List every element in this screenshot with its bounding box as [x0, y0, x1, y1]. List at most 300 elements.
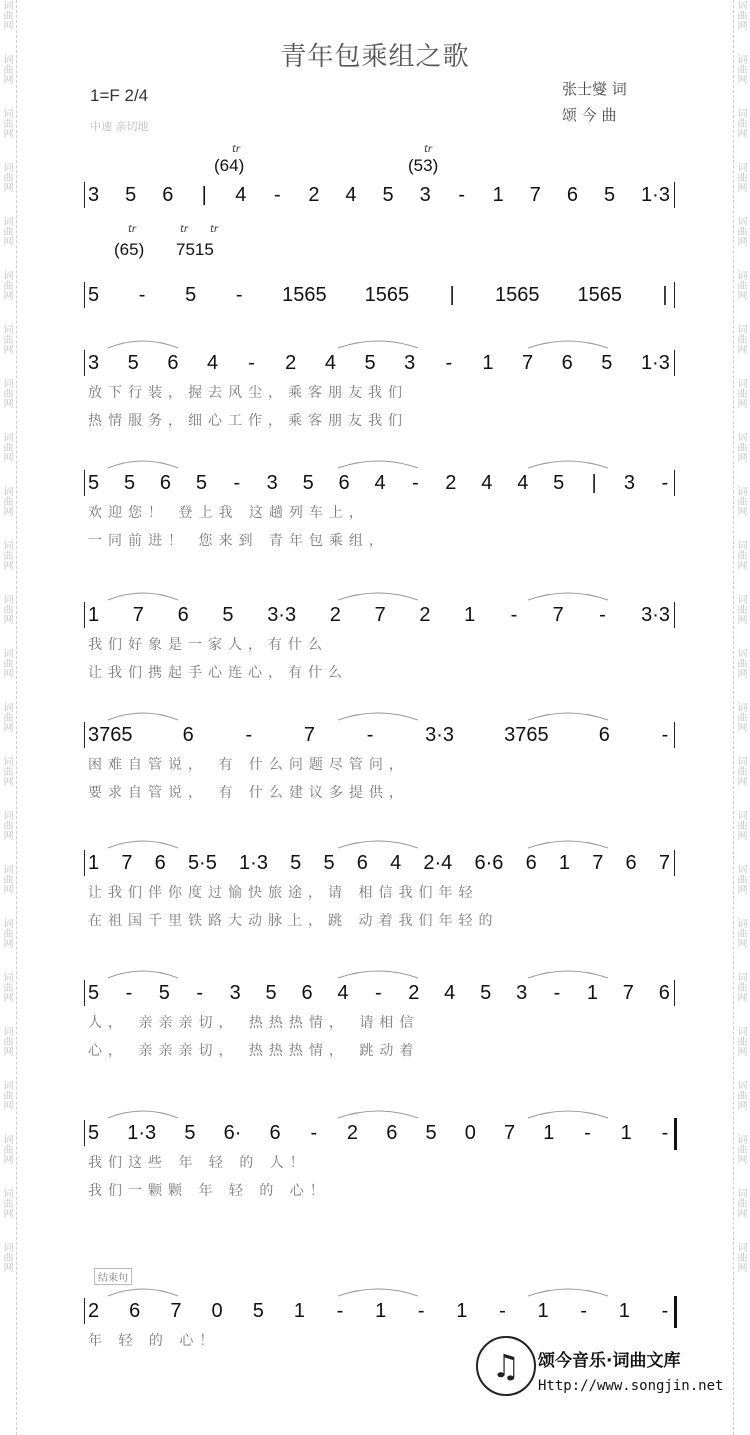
- note-row: [88, 1118, 670, 1148]
- watermark-text: 词曲网: [735, 1188, 746, 1218]
- lyric-verse-2: 让我们携起手心连心，有什么: [88, 665, 348, 681]
- watermark-text: 词曲网: [735, 108, 746, 138]
- watermark-text: 词曲网: [735, 216, 746, 246]
- note: -: [580, 1299, 588, 1322]
- tie-arc: [338, 461, 418, 468]
- note-row: [88, 600, 670, 630]
- note: 3·3: [641, 603, 670, 626]
- watermark-text: 词曲网: [735, 162, 746, 192]
- note: 7: [170, 1299, 182, 1322]
- tie-arcs: [88, 1082, 670, 1122]
- note: 3: [623, 471, 636, 494]
- note: 4: [517, 471, 529, 494]
- watermark-text: 词曲网: [1, 648, 12, 678]
- note: -: [245, 723, 253, 746]
- watermark-text: 词曲网: [735, 972, 746, 1002]
- note: 6: [269, 1121, 281, 1144]
- note: 6: [356, 851, 368, 874]
- note-row: [88, 280, 670, 310]
- note: 7: [529, 183, 541, 206]
- bar-line: [674, 282, 675, 308]
- note: -: [661, 471, 669, 494]
- watermark-text: 词曲网: [735, 1080, 746, 1110]
- note: 5: [382, 183, 394, 206]
- note: 1565: [364, 283, 410, 306]
- note: 5: [222, 603, 234, 626]
- note: 5: [425, 1121, 437, 1144]
- watermark-text: 词曲网: [1, 702, 12, 732]
- watermark-text: 词曲网: [1, 810, 12, 840]
- note: 3·3: [425, 723, 455, 746]
- lyric-verse-2: 一同前进！ 您来到 青年包乘组，: [88, 533, 389, 549]
- notation-line: [88, 1296, 670, 1349]
- beam-underline: [88, 878, 670, 880]
- note: 5: [125, 183, 137, 206]
- note: 3: [419, 183, 431, 206]
- watermark-text: 词曲网: [1, 540, 12, 570]
- note: 6: [338, 471, 350, 494]
- note: 6: [167, 351, 179, 374]
- bar-line: [674, 350, 675, 376]
- note: 6: [162, 183, 174, 206]
- note: 7: [132, 603, 144, 626]
- tie-arc: [338, 593, 418, 600]
- note: 5: [185, 283, 197, 306]
- note: 5: [88, 471, 100, 494]
- note: 2: [88, 1299, 100, 1322]
- note: 1: [88, 851, 100, 874]
- tie-arc: [108, 1289, 178, 1296]
- notation-line: [88, 600, 670, 681]
- note: 1565: [282, 283, 327, 306]
- note: 7: [503, 1121, 516, 1144]
- bar-line: [84, 602, 85, 628]
- note: 4: [324, 351, 336, 374]
- trill-mark: tr: [128, 224, 137, 235]
- note: 1: [482, 351, 494, 374]
- note: 4: [337, 981, 349, 1004]
- tie-arcs: [88, 312, 670, 352]
- tie-arc: [338, 971, 418, 978]
- song-title: 青年包乘组之歌: [280, 42, 470, 72]
- lyric-verse-1: 我们这些 年 轻 的 人！: [88, 1155, 310, 1171]
- note: 3: [404, 351, 416, 374]
- note: 3: [88, 183, 100, 206]
- note: -: [661, 1121, 669, 1144]
- note: 3: [229, 981, 241, 1004]
- tie-arc: [528, 461, 608, 468]
- note: 2: [419, 603, 431, 626]
- note: 7: [552, 603, 564, 626]
- bar-line: [674, 980, 675, 1006]
- note: -: [248, 351, 255, 374]
- bar-line: [84, 722, 85, 748]
- note: 5: [601, 351, 613, 374]
- beam-underline: [88, 1008, 670, 1010]
- note: 3: [516, 981, 528, 1004]
- watermark-text: 词曲网: [1, 1134, 12, 1164]
- note: -: [510, 603, 518, 626]
- watermark-text: 词曲网: [1, 1188, 12, 1218]
- note: 5: [123, 471, 136, 494]
- note: -: [196, 981, 204, 1004]
- note-row: [88, 468, 670, 498]
- tie-arc: [108, 713, 178, 720]
- tie-arc: [528, 1111, 608, 1118]
- note: 2: [445, 471, 457, 494]
- tie-arcs: [88, 564, 670, 604]
- note: 1·3: [239, 851, 268, 874]
- lyricist: 张士燮 词: [562, 80, 627, 98]
- watermark-text: 词曲网: [1, 108, 12, 138]
- watermark-text: 词曲网: [735, 1134, 746, 1164]
- note: 5: [480, 981, 492, 1004]
- note: 7: [592, 851, 604, 874]
- tie-arcs: [88, 432, 670, 472]
- note: 6: [129, 1299, 141, 1322]
- watermark-strip-left: [0, 0, 17, 1435]
- note: 1565: [577, 283, 622, 306]
- note: 7: [521, 351, 534, 374]
- note: 1: [88, 603, 100, 626]
- note: 6: [625, 851, 637, 874]
- tie-arcs: [88, 812, 670, 852]
- note: 1: [293, 1299, 305, 1322]
- bar-line: [674, 470, 675, 496]
- watermark-text: 词曲网: [1, 270, 12, 300]
- beam-underline: [88, 210, 670, 212]
- lyric-verse-2: 热情服务，细心工作，乘客朋友我们: [88, 413, 408, 429]
- notation-line: [88, 720, 670, 801]
- note: 4: [444, 981, 456, 1004]
- lyric-verse-1: 困难自管说， 有 什么问题尽管问，: [88, 757, 409, 773]
- watermark-text: 词曲网: [1, 972, 12, 1002]
- note: 0: [464, 1121, 476, 1144]
- beam-underline: [88, 498, 670, 500]
- ornament: 7515: [176, 240, 214, 259]
- note: 5: [553, 471, 565, 494]
- bar-line: [84, 850, 85, 876]
- note: 5: [265, 981, 277, 1004]
- watermark-text: 词曲网: [735, 540, 746, 570]
- bar-line: [674, 850, 675, 876]
- note: 6: [525, 851, 537, 874]
- tie-arc: [528, 593, 608, 600]
- note: 1: [456, 1299, 468, 1322]
- bar-line: [84, 282, 85, 308]
- tie-arc: [528, 341, 608, 348]
- watermark-text: 词曲网: [1, 864, 12, 894]
- lyric-verse-2: 要求自管说， 有 什么建议多提供，: [88, 785, 409, 801]
- watermark-text: 词曲网: [1, 432, 12, 462]
- note: 7: [121, 851, 133, 874]
- note-row: [88, 180, 670, 210]
- lyric-verse-1: 人， 亲亲亲切， 热热热情， 请相信: [88, 1015, 420, 1031]
- tie-arc: [108, 461, 178, 468]
- lyric-verse-2: 我们一颗颗 年 轻 的 心！: [88, 1183, 330, 1199]
- watermark-text: 词曲网: [1, 756, 12, 786]
- trill-mark: tr: [424, 144, 433, 155]
- note: -: [336, 1299, 344, 1322]
- note: 5·5: [187, 851, 217, 874]
- note: -: [235, 283, 243, 306]
- songjin-logo-icon: ♫: [476, 1336, 536, 1396]
- note: 0: [211, 1299, 223, 1322]
- tie-arcs: [88, 684, 670, 724]
- note: 6: [566, 183, 578, 206]
- watermark-text: 词曲网: [1, 216, 12, 246]
- end-bar-line: [674, 1118, 677, 1150]
- note: -: [458, 183, 466, 206]
- watermark-text: 词曲网: [735, 324, 746, 354]
- note: 1: [558, 851, 570, 874]
- note: 6: [301, 981, 313, 1004]
- watermark-text: 词曲网: [735, 918, 746, 948]
- note: 6: [386, 1121, 398, 1144]
- bar-line: [84, 1298, 85, 1324]
- watermark-text: 词曲网: [1, 0, 12, 30]
- watermark-text: 词曲网: [735, 270, 746, 300]
- watermark-text: 词曲网: [1, 918, 12, 948]
- note: 4: [390, 851, 402, 874]
- note: -: [599, 603, 606, 626]
- bar-line: [674, 182, 675, 208]
- ornament: (53): [408, 156, 439, 175]
- watermark-text: 词曲网: [735, 1026, 746, 1056]
- lyric-verse-1: 我们好象是一家人，有什么: [88, 637, 328, 653]
- note: 1·3: [641, 183, 670, 206]
- note: 5: [603, 183, 616, 206]
- beam-underline: [88, 1148, 670, 1150]
- tie-arc: [338, 1289, 418, 1296]
- note: 7: [622, 981, 634, 1004]
- note: 6: [598, 723, 610, 746]
- watermark-text: 词曲网: [735, 1242, 746, 1272]
- note: -: [310, 1121, 318, 1144]
- watermark-text: 词曲网: [1, 1242, 12, 1272]
- note: 1565: [495, 283, 540, 306]
- note: 6: [154, 851, 166, 874]
- note-row: [88, 978, 670, 1008]
- note: 5: [290, 851, 302, 874]
- note: 5: [323, 851, 335, 874]
- tie-arc: [108, 593, 178, 600]
- note: 5: [88, 1121, 100, 1144]
- tie-arc: [338, 841, 418, 848]
- tie-arc: [108, 1111, 178, 1118]
- note: 1: [543, 1121, 555, 1144]
- watermark-text: 词曲网: [1, 324, 12, 354]
- watermark-text: 词曲网: [1, 1026, 12, 1056]
- note: 5: [88, 283, 100, 306]
- note: 1·3: [640, 351, 670, 374]
- site-url[interactable]: Http://www.songjin.net: [538, 1378, 724, 1394]
- watermark-text: 词曲网: [735, 432, 746, 462]
- note: -: [553, 981, 561, 1004]
- tie-arcs: [88, 942, 670, 982]
- watermark-text: 词曲网: [1, 1080, 12, 1110]
- end-bar-line: [674, 1296, 677, 1328]
- note: 3765: [504, 723, 549, 746]
- note: 7: [374, 603, 386, 626]
- ornament: (65): [114, 240, 145, 259]
- note: -: [125, 981, 133, 1004]
- ornament: (64): [214, 156, 245, 175]
- notation-line: [88, 848, 670, 929]
- note: -: [375, 981, 382, 1004]
- note: 5: [127, 351, 139, 374]
- note: -: [138, 283, 146, 306]
- note: -: [412, 471, 419, 494]
- bar-line: [84, 182, 85, 208]
- note: -: [274, 183, 281, 206]
- tie-arc: [108, 971, 178, 978]
- interlude-label: 结束句: [94, 1268, 132, 1285]
- note: 5: [302, 471, 314, 494]
- note: -: [233, 471, 241, 494]
- note: 4: [345, 183, 357, 206]
- note: 3·3: [267, 603, 297, 626]
- lyric-verse-1: 年 轻 的 心！: [88, 1333, 220, 1349]
- note: 2: [346, 1121, 359, 1144]
- tie-arc: [108, 841, 178, 848]
- note: 7: [658, 851, 670, 874]
- bar-line: [674, 602, 675, 628]
- notation-line: [88, 978, 670, 1059]
- note: 3: [266, 471, 278, 494]
- note: 6·6: [474, 851, 504, 874]
- tie-arc: [338, 713, 418, 720]
- note: 4: [374, 471, 386, 494]
- key-signature: 1=F 2/4: [90, 86, 149, 105]
- lyric-verse-2: 在祖国千里铁路大动脉上，跳 动着我们年轻的: [88, 913, 499, 929]
- note: 1: [618, 1299, 630, 1322]
- note: 1: [620, 1121, 632, 1144]
- note: 2: [408, 981, 420, 1004]
- note: 6: [182, 723, 194, 746]
- watermark-text: 词曲网: [735, 378, 746, 408]
- note: -: [584, 1121, 591, 1144]
- notation-line: [88, 468, 670, 549]
- watermark-text: 词曲网: [1, 486, 12, 516]
- note: -: [661, 1299, 669, 1322]
- note: -: [499, 1299, 506, 1322]
- bar-line: [84, 470, 85, 496]
- lyric-verse-1: 放下行装，握去风尘，乘客朋友我们: [88, 385, 408, 401]
- tie-arcs: [88, 1260, 670, 1300]
- watermark-text: 词曲网: [735, 756, 746, 786]
- tie-arc: [528, 1289, 608, 1296]
- beam-underline: [88, 378, 670, 380]
- watermark-text: 词曲网: [1, 594, 12, 624]
- watermark-strip-right: [733, 0, 750, 1435]
- note: 3: [88, 351, 100, 374]
- note: 1: [537, 1299, 549, 1322]
- lyric-verse-2: 心， 亲亲亲切， 热热热情， 跳动着: [88, 1043, 420, 1059]
- watermark-text: 词曲网: [735, 0, 746, 30]
- note: 1: [492, 183, 504, 206]
- watermark-text: 词曲网: [735, 702, 746, 732]
- bar-line: |: [449, 283, 455, 306]
- watermark-text: 词曲网: [1, 378, 12, 408]
- watermark-text: 词曲网: [735, 864, 746, 894]
- note-row: [88, 848, 670, 878]
- note-row: [88, 1296, 670, 1326]
- note: 5: [158, 981, 170, 1004]
- tempo-marking: 中速 亲切地: [90, 120, 149, 133]
- tie-arc: [338, 1111, 418, 1118]
- note: 1·3: [127, 1121, 157, 1144]
- brand-name: 颂今音乐·词曲文库: [538, 1351, 681, 1371]
- bar-line: |: [201, 183, 207, 206]
- bar-line: |: [591, 471, 597, 494]
- note: -: [661, 723, 669, 746]
- note: 7: [303, 723, 315, 746]
- note: 5: [252, 1299, 264, 1322]
- note: -: [366, 723, 374, 746]
- bar-line: [84, 1120, 85, 1146]
- note: 5: [364, 351, 376, 374]
- note: 6·: [223, 1121, 242, 1144]
- notation-line: [88, 348, 670, 429]
- note: 1: [375, 1299, 387, 1322]
- watermark-text: 词曲网: [735, 648, 746, 678]
- lyric-verse-1: 欢迎您！ 登上我 这趟列车上，: [88, 505, 369, 521]
- note: 6: [177, 603, 189, 626]
- trill-mark: tr: [210, 224, 219, 235]
- tie-arc: [528, 841, 608, 848]
- note: 6: [561, 351, 573, 374]
- tie-arc: [108, 341, 178, 348]
- note: 5: [195, 471, 207, 494]
- note: 5: [88, 981, 100, 1004]
- note: -: [445, 351, 453, 374]
- note-row: [88, 720, 670, 750]
- tie-arc: [528, 971, 608, 978]
- note: 1: [586, 981, 598, 1004]
- note: 4: [206, 351, 219, 374]
- composer: 颂 今 曲: [562, 106, 617, 124]
- note: 4: [481, 471, 493, 494]
- note: 3765: [88, 723, 133, 746]
- note: 6: [658, 981, 670, 1004]
- note: -: [417, 1299, 425, 1322]
- beam-underline: [88, 630, 670, 632]
- note: 5: [184, 1121, 196, 1144]
- beam-underline: [88, 1326, 670, 1328]
- bar-line: |: [662, 283, 668, 306]
- note: 6: [159, 471, 172, 494]
- notation-line: [88, 180, 670, 228]
- note: 2: [308, 183, 320, 206]
- tie-arc: [338, 341, 418, 348]
- beam-underline: [88, 750, 670, 752]
- credits: [562, 76, 627, 128]
- note: 4: [235, 183, 247, 206]
- tie-arc: [528, 713, 608, 720]
- watermark-text: 词曲网: [1, 54, 12, 84]
- watermark-text: 词曲网: [1, 162, 12, 192]
- note: 2: [285, 351, 297, 374]
- watermark-text: 词曲网: [735, 54, 746, 84]
- trill-mark: tr: [232, 144, 241, 155]
- note: 1: [464, 603, 476, 626]
- trill-mark: tr: [180, 224, 189, 235]
- lyric-verse-1: 让我们伴你度过愉快旅途，请 相信我们年轻: [88, 885, 479, 901]
- watermark-text: 词曲网: [735, 594, 746, 624]
- bar-line: [674, 722, 675, 748]
- note-row: [88, 348, 670, 378]
